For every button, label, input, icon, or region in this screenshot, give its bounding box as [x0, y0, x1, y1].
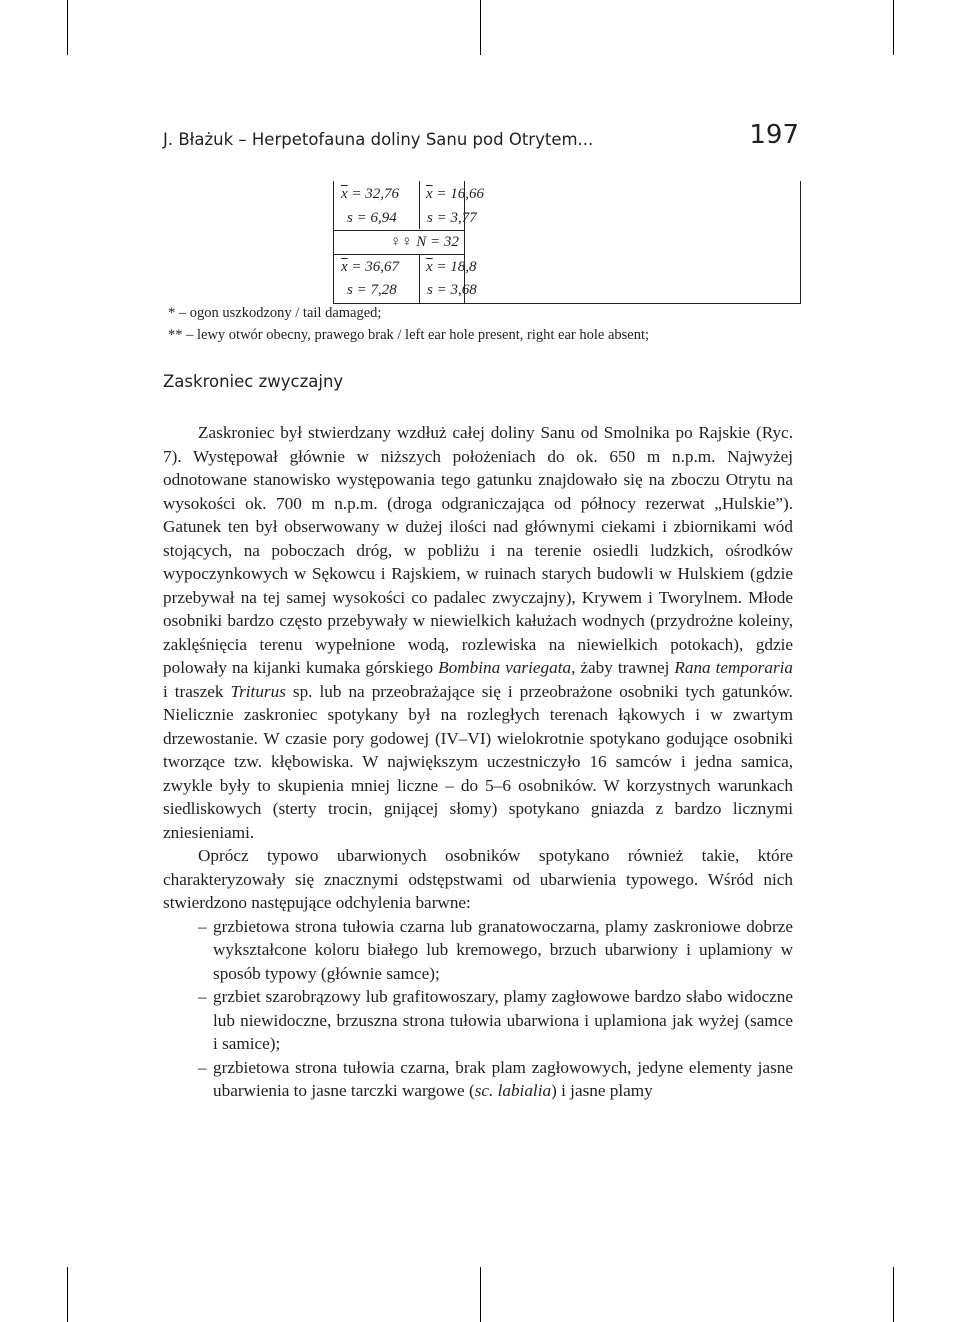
list-item: [163, 985, 793, 1056]
mean-value: = 36,67: [351, 259, 400, 275]
species-name: Bombina variegata: [438, 658, 572, 677]
list-item-text: grzbietowa strona tułowia czarna, brak plam zagłowowych, jedyne elementy jasne ubarwienia to jasne tarczki wargowe (: [213, 1057, 793, 1100]
text-run: , żaby trawnej: [571, 658, 675, 677]
crop-mark-top-right: [893, 0, 894, 55]
sd-value: s = 3,68: [427, 282, 477, 298]
page-number: 197: [749, 120, 799, 150]
footnote-tail: * – ogon uszkodzony / tail damaged;: [168, 305, 382, 321]
table-rule: [334, 230, 464, 231]
mean-value: = 32,76: [351, 186, 400, 202]
text-run: sp. lub na przeobrażające się i przeobrażone osobniki tych gatunków. Nielicznie zaskroniec spotykany był na rozległych terenach łąkowych i w zwartym drzewostanie. W czasie pory godowej (IV–VI) wielokrotnie spotykano godujące osobniki tworzące tzw. kłębowiska. W największym uczestniczyło 16 samców i jedna samica, zwykle były to skupienia mniej liczne – do 5–6 osobników. W korzystnych warunkach siedliskowych (sterty trocin, gnijącej słomy) spotykano gniazda z bardzo licznymi zniesieniami.: [163, 681, 793, 842]
crop-mark-top-left: [67, 0, 68, 55]
text-run: Zaskroniec był stwierdzany wzdłuż całej doliny Sanu od Smolnika po Rajskie (Ryc. 7). Występował głównie w niższych położeniach do ok. 650 m n.p.m. Najwyżej odnotowane stanowisko występowania tego gatunku znajdowało się na zboczu Otrytu na wysokości ok. 700 m n.p.m. (droga odgraniczająca od północy rezerwat „Hulskie”). Gatunek ten był obserwowany w dużej ilości nad głównymi ciekami i zbiornikami wód stojących, na poboczach dróg, w pobliżu i na terenie osiedli ludzkich, ośrodków wypoczynkowych w Sękowcu i Rajskiem, w ruinach starych budowli w Hulskiem (gdzie przebywał na tej samej wysokości co padalec zwyczajny), Krywem i Tworylnem. Młode osobniki bardzo często przebywały w niewielkich kałużach wodnych (przydrożne koleiny, zaklęśnięcia terenu wypełnione wodą, rozlewiska na niewielkich potokach), gdzie polowały na kijanki kumaka górskiego: [163, 423, 793, 677]
body-text: [163, 421, 793, 1103]
mean-symbol: $\overline{x}$: [341, 186, 348, 202]
row3-left: [341, 259, 399, 276]
list-item: [163, 915, 793, 986]
genus-name: Triturus: [230, 681, 286, 701]
females-count: ♀♀ N = 32: [390, 234, 459, 250]
row3-right: [426, 259, 477, 276]
row2-left: [347, 210, 397, 227]
crop-mark-top-center: [480, 0, 481, 55]
row4-left: [347, 282, 397, 299]
row4-right: [427, 282, 477, 299]
females-label: [390, 234, 459, 251]
sd-value: s = 3,77: [427, 210, 477, 226]
list-dash: –: [198, 987, 207, 1006]
text-run: i traszek: [163, 681, 231, 701]
table-divider: [419, 255, 420, 303]
mean-symbol: $\overline{x}$: [341, 259, 348, 275]
list-dash: –: [198, 1057, 207, 1077]
paragraph-1: [163, 421, 793, 844]
term-italic: sc. labialia: [474, 1081, 552, 1100]
table-rule: [334, 254, 464, 255]
section-title: Zaskroniec zwyczajny: [163, 372, 344, 391]
row1-left: [341, 186, 399, 203]
table-divider: [419, 181, 420, 229]
mean-symbol: $\overline{x}$: [426, 186, 433, 202]
running-head: [163, 120, 799, 150]
stats-table: [333, 181, 801, 304]
row1-right: [426, 186, 484, 203]
sd-value: s = 6,94: [347, 210, 397, 226]
species-name: Rana temporaria: [674, 658, 794, 677]
crop-mark-bottom-right: [893, 1267, 894, 1322]
row2-right: [427, 210, 477, 227]
crop-mark-bottom-left: [67, 1267, 68, 1322]
list-item-text: grzbietowa strona tułowia czarna lub granatowoczarna, plamy zaskroniowe dobrze wykształcone koloru białego lub kremowego, brzuch ubarwiony i uplamiony w sposób typowy (głównie samce);: [213, 916, 793, 983]
color-variants-list: [163, 915, 793, 1103]
list-dash: –: [198, 916, 207, 936]
sd-value: s = 7,28: [347, 282, 397, 298]
list-item-text: ) i jasne plamy: [551, 1081, 653, 1100]
list-item-text: grzbiet szarobrązowy lub grafitowoszary, plamy zagłowowe bardzo słabo widoczne lub niewidoczne, brzuszna strona tułowia ubarwiona i uplamiona jak wyżej (samce i samice);: [213, 987, 793, 1053]
mean-value: = 16,66: [436, 186, 485, 202]
footnote-ear: ** – lewy otwór obecny, prawego brak / left ear hole present, right ear hole absent;: [168, 327, 650, 343]
crop-mark-bottom-center: [480, 1267, 481, 1322]
running-title: J. Błażuk – Herpetofauna doliny Sanu pod Otrytem...: [163, 130, 594, 149]
paragraph-2: Oprócz typowo ubarwionych osobników spotykano również takie, które charakteryzowały się znacznymi odstępstwami od ubarwienia typowego. Wśród nich stwierdzono następujące odchylenia barwne:: [163, 846, 793, 912]
mean-symbol: $\overline{x}$: [426, 259, 433, 275]
mean-value: = 18,8: [436, 259, 477, 275]
list-item: [163, 1056, 793, 1103]
